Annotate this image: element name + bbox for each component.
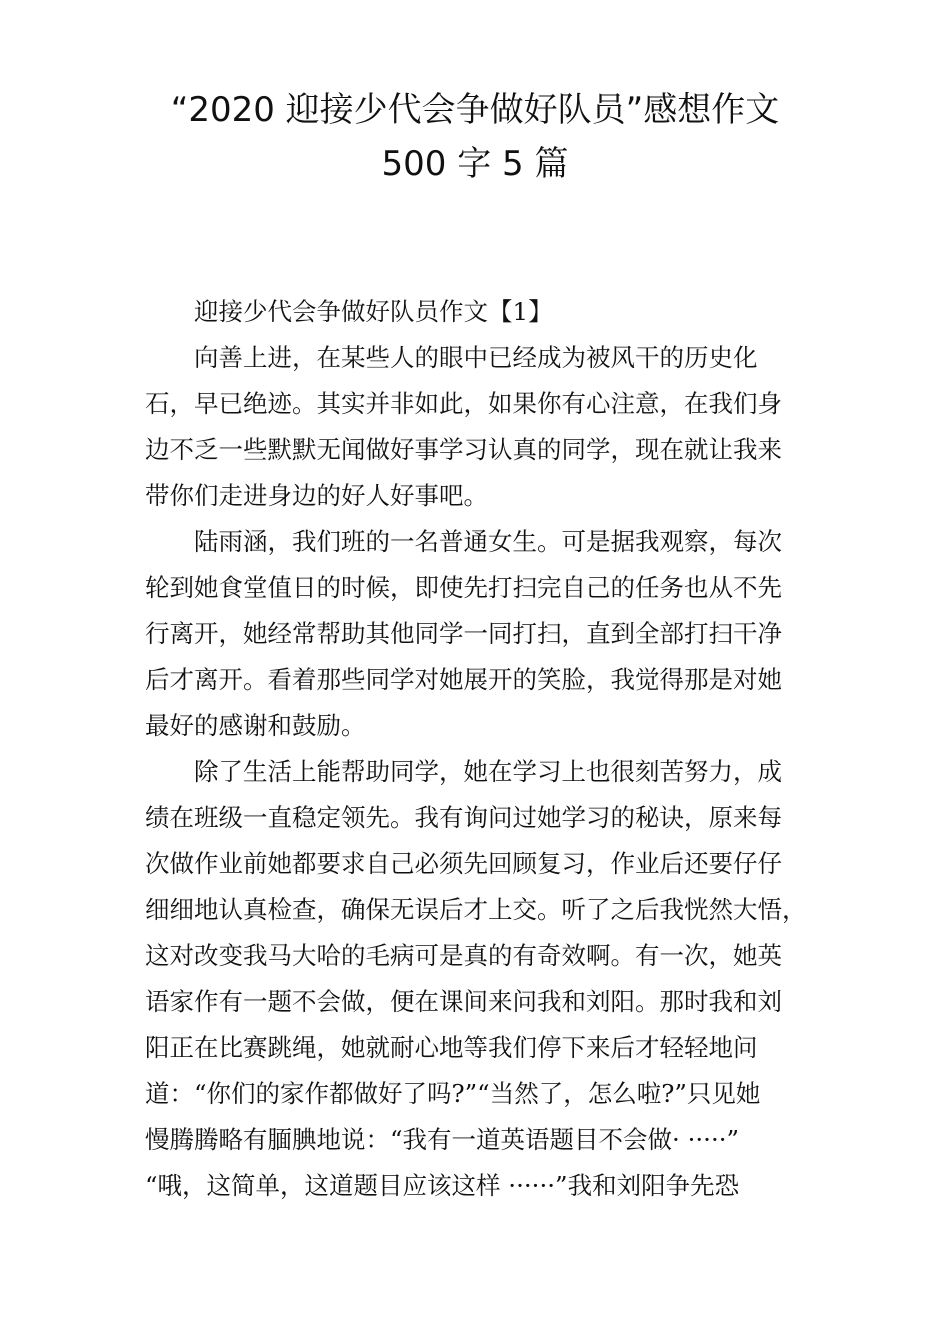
- paragraph-line: 语家作有一题不会做，便在课间来问我和刘阳。那时我和刘: [145, 987, 782, 1016]
- paragraph-line: 最好的感谢和鼓励。: [145, 711, 366, 740]
- paragraph-line: 石，早已绝迹。其实并非如此，如果你有心注意，在我们身: [145, 389, 782, 418]
- paragraph-line: 除了生活上能帮助同学，她在学习上也很刻苦努力，成: [194, 757, 782, 786]
- paragraph-line: 向善上进，在某些人的眼中已经成为被风干的历史化: [194, 343, 758, 372]
- paragraph-line: 轮到她食堂值日的时候，即使先打扫完自己的任务也从不先: [145, 573, 782, 602]
- document-body: [145, 289, 810, 1209]
- paragraph-line: 阳正在比赛跳绳，她就耐心地等我们停下来后才轻轻地问: [145, 1033, 758, 1062]
- paragraph-line: 边不乏一些默默无闻做好事学习认真的同学，现在就让我来: [145, 435, 782, 464]
- section-heading: 迎接少代会争做好队员作文【1】: [194, 297, 553, 326]
- document-title-line-1: “2020 迎接少代会争做好队员”感想作文: [170, 90, 780, 130]
- paragraph-line: 陆雨涵，我们班的一名普通女生。可是据我观察，每次: [194, 527, 782, 556]
- paragraph-line: 后才离开。看着那些同学对她展开的笑脸，我觉得那是对她: [145, 665, 782, 694]
- paragraph-line: 细细地认真检查，确保无误后才上交。听了之后我恍然大悟，: [145, 895, 807, 924]
- document-title-line-2: 500 字 5 篇: [381, 144, 569, 184]
- paragraph-line: 这对改变我马大哈的毛病可是真的有奇效啊。有一次，她英: [145, 941, 782, 970]
- paragraph-line: 绩在班级一直稳定领先。我有询问过她学习的秘诀，原来每: [145, 803, 782, 832]
- paragraph-line: 行离开，她经常帮助其他同学一同打扫，直到全部打扫干净: [145, 619, 782, 648]
- paragraph-line: 次做作业前她都要求自己必须先回顾复习，作业后还要仔仔: [145, 849, 782, 878]
- paragraph-line: 道：“你们的家作都做好了吗?”“当然了，怎么啦?”只见她: [145, 1079, 761, 1108]
- paragraph-line: 带你们走进身边的好人好事吧。: [145, 481, 488, 510]
- paragraph-line: 慢腾腾略有腼腆地说：“我有一道英语题目不会做· ·····”: [145, 1125, 740, 1154]
- paragraph-line: “哦，这简单，这道题目应该这样 ······”我和刘阳争先恐: [145, 1171, 740, 1200]
